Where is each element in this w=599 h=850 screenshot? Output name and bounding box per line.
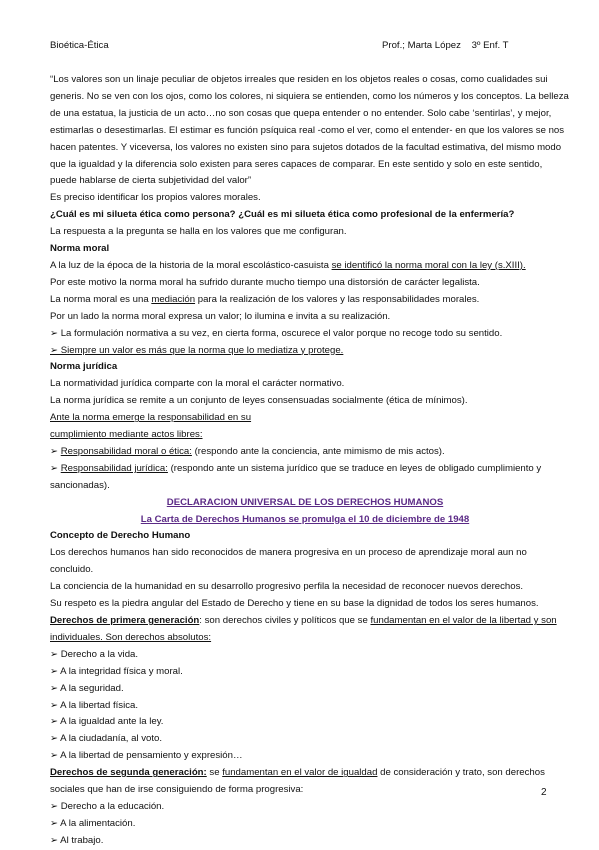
paragraph: La normatividad jurídica comparte con la moral el carácter normativo.: [50, 378, 345, 390]
paragraph: Es preciso identificar los propios valores morales.: [50, 192, 261, 204]
list-item: ➢ A la libertad de pensamiento y expresión…: [50, 750, 243, 762]
list-item: ➢ Derecho a la vida.: [50, 648, 139, 660]
paragraph: Por un lado la norma moral expresa un valor; lo ilumina e invita a su realización.: [50, 310, 391, 322]
paragraph: concluido.: [50, 564, 94, 576]
quote-line: “Los valores son un linaje peculiar de objetos irreales que residen en los objetos reales o cosas, como cualidades sui: [50, 74, 548, 85]
declaration-subtitle: La Carta de Derechos Humanos se promulga el 10 de diciembre de 1948: [140, 513, 470, 525]
paragraph: cumplimiento mediante actos libres:: [50, 429, 203, 441]
quote-line: estimarlas o desestimarlas. El estimar es función psíquica real -como el ver, como el entender- en que los valores se nos: [50, 124, 565, 136]
paragraph: Su respeto es la piedra angular del Estado de Derecho y tiene en su base la dignidad de todos los seres humanos.: [50, 598, 539, 610]
quote-line: hacen patentes. Y viceversa, los valores no existen sino para sujetos dotados de la facultad estimativa, del mismo modo: [50, 141, 562, 153]
paragraph: sancionadas).: [50, 479, 110, 491]
paragraph: La norma moral es una mediación para la realización de los valores y las responsabilidades morales.: [50, 293, 480, 305]
bullet-item: ➢ Responsabilidad jurídica: (respondo ante un sistema jurídico que se traduce en leyes de obligado cumplimiento y: [50, 462, 542, 474]
quote-line: generis. No se ven con los ojos, como los colores, ni siquiera se entienden, como los números y los conceptos. La belleza: [50, 90, 569, 102]
list-item: ➢ A la alimentación.: [50, 817, 136, 829]
paragraph: individuales. Son derechos absolutos:: [50, 631, 212, 643]
list-item: ➢ A la libertad física.: [50, 699, 139, 711]
paragraph: La conciencia de la humanidad en su desarrollo progresivo perfila la necesidad de reconocer nuevos derechos.: [50, 581, 524, 593]
quote-block: [50, 72, 569, 190]
paragraph: La respuesta a la pregunta se halla en los valores que me configuran.: [50, 226, 347, 238]
bullet-item: ➢ La formulación normativa a su vez, en cierta forma, oscurece el valor porque no recoge todo su sentido.: [50, 327, 503, 339]
paragraph: sociales que han de irse consiguiendo de forma progresiva:: [50, 784, 304, 796]
paragraph: Ante la norma emerge la responsabilidad en su: [50, 412, 252, 424]
document-body: [50, 72, 569, 850]
paragraph: Por este motivo la norma moral ha sufrido durante mucho tiempo una distorsión de carácter legalista.: [50, 276, 480, 288]
list-item: ➢ Derecho a la educación.: [50, 800, 165, 812]
bullet-item: ➢ Siempre un valor es más que la norma que lo mediatiza y protege.: [50, 344, 344, 356]
paragraph: Los derechos humanos han sido reconocidos de manera progresiva en un proceso de aprendizaje moral aun no: [50, 547, 527, 559]
bullet-item: ➢ Responsabilidad moral o ética: (respondo ante la conciencia, ante mimismo de mis actos).: [50, 445, 445, 457]
list-item: ➢ Al trabajo.: [50, 834, 104, 846]
quote-line: que la igualdad y la diferencia solo existen para seres capaces de comparar. En este sentido y solo en este sentido,: [50, 158, 543, 170]
quote-line: puede hablarse de cierta subjetividad del valor”: [50, 175, 252, 187]
list-item: ➢ A la integridad física y moral.: [50, 665, 183, 677]
paragraph: A la luz de la época de la historia de la moral escolástico-casuista se identificó la norma moral con la ley (s.XIII).: [50, 259, 526, 271]
list-item: ➢ A la seguridad.: [50, 682, 124, 694]
paragraph: Derechos de segunda generación: se fundamentan en el valor de igualdad de consideración y trato, son derechos: [50, 767, 545, 779]
paragraph: La norma jurídica se remite a un conjunto de leyes consensuadas socialmente (ética de mínimos).: [50, 395, 468, 407]
paragraph: Derechos de primera generación: son derechos civiles y políticos que se fundamentan en el valor de la libertad y son: [50, 615, 557, 626]
page-number: 2: [541, 787, 547, 798]
header-right: Prof.; Marta López 3º Enf. T: [382, 40, 509, 51]
quote-line: de una estatua, la justicia de un acto…no son cosas que quepa entender o no entender. Solo cabe ‘sentirlas’, y mejor,: [50, 107, 552, 119]
declaration-title: DECLARACION UNIVERSAL DE LOS DERECHOS HUMANOS: [166, 496, 444, 508]
question-heading: ¿Cuál es mi silueta ética como persona? ¿Cuál es mi silueta ética como profesional de la enfermería?: [50, 209, 515, 221]
list-item: ➢ A la igualdad ante la ley.: [50, 716, 164, 728]
list-item: ➢ A la ciudadanía, al voto.: [50, 733, 163, 745]
header-left: Bioética-Ética: [50, 40, 109, 51]
section-heading-norma-moral: Norma moral: [50, 243, 110, 255]
section-heading-norma-juridica: Norma jurídica: [50, 361, 118, 373]
section-heading-concepto: Concepto de Derecho Humano: [50, 530, 191, 542]
